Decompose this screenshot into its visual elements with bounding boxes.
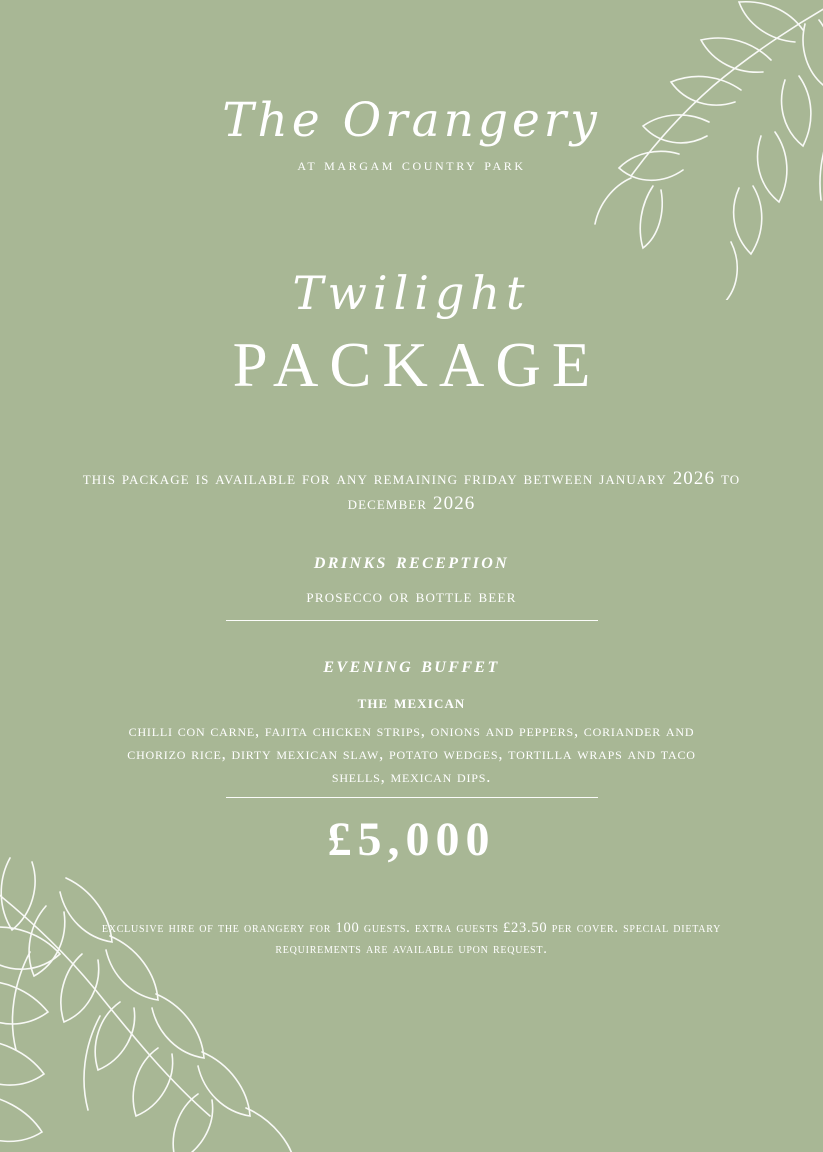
divider bbox=[226, 797, 598, 798]
drinks-heading: drinks reception bbox=[313, 548, 510, 573]
title-main: PACKAGE bbox=[232, 329, 602, 400]
footnote-text: exclusive hire of the orangery for 100 guests. extra guests £23.50 per cover. special dietary requirements are available upon request. bbox=[101, 920, 722, 957]
section-drinks-reception bbox=[52, 548, 772, 608]
section-evening-buffet bbox=[52, 652, 772, 788]
brand-subtitle: at margam country park bbox=[297, 155, 526, 175]
divider bbox=[226, 620, 598, 621]
availability-text: this package is available for any remaining friday between january 2026 to december 2026 bbox=[82, 468, 741, 515]
title-script: Twilight bbox=[292, 266, 531, 320]
botanical-leaves-bottom-left-icon bbox=[0, 832, 450, 1152]
page-title bbox=[0, 268, 823, 401]
drinks-line: prosecco or bottle beer bbox=[306, 586, 517, 607]
buffet-menu-items: chilli con carne, fajita chicken strips, onions and peppers, coriander and chorizo rice, dirty mexican slaw, potato wedges, tortilla wraps and taco shells, mexican dips. bbox=[127, 721, 696, 786]
brand-name: The Orangery bbox=[222, 93, 601, 148]
buffet-heading: evening buffet bbox=[323, 652, 500, 677]
package-price: £5,000 bbox=[327, 813, 496, 866]
brand-header bbox=[0, 93, 823, 175]
buffet-menu-title: the mexican bbox=[357, 692, 466, 713]
